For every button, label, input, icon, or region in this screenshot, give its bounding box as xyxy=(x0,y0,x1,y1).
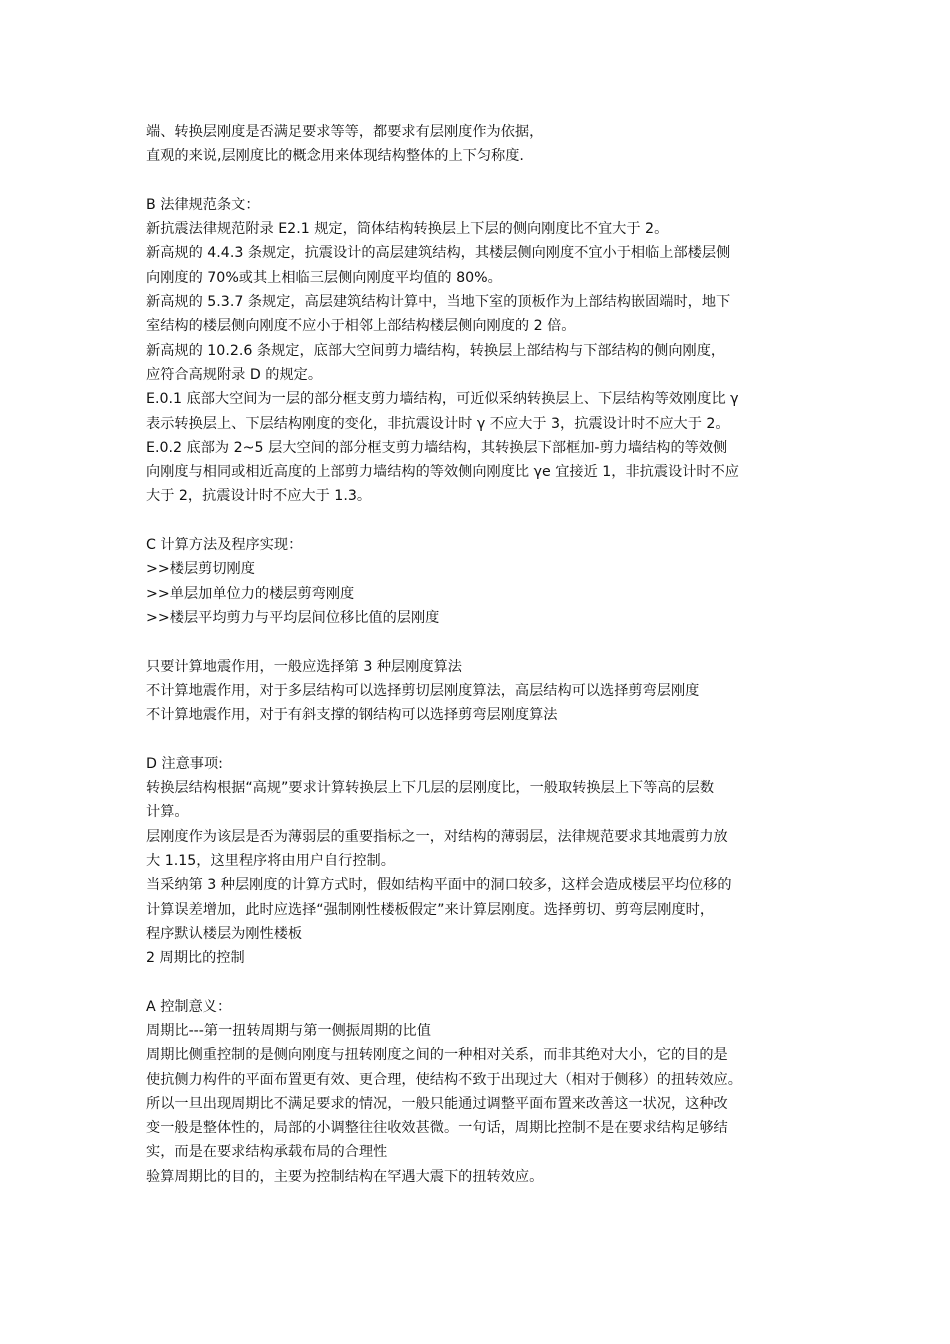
text-line: 转换层结构根据“高规”要求计算转换层上下几层的层刚度比，一般取转换层上下等高的层数 xyxy=(146,780,715,797)
text-line: B 法律规范条文： xyxy=(146,196,260,213)
blank-line xyxy=(146,970,830,994)
text-line: 直观的来说,层刚度比的概念用来体现结构整体的上下匀称度. xyxy=(146,148,524,165)
text-line: 大 1.15，这里程序将由用户自行控制。 xyxy=(146,852,395,869)
text-line: 程序默认楼层为刚性楼板 xyxy=(146,925,303,942)
text-line: D 注意事项: xyxy=(146,755,223,772)
text-line: >>单层加单位力的楼层剪弯刚度 xyxy=(146,585,355,602)
text-line: A 控制意义： xyxy=(146,998,232,1015)
text-line: 验算周期比的目的，主要为控制结构在罕遇大震下的扭转效应。 xyxy=(146,1168,544,1185)
text-line: 2 周期比的控制 xyxy=(146,950,245,967)
text-line: >>楼层剪切刚度 xyxy=(146,561,255,578)
text-line: 向刚度的 70%或其上相临三层侧向刚度平均值的 80%。 xyxy=(146,269,502,286)
blank-line xyxy=(146,509,830,533)
text-line: 周期比---第一扭转周期与第一侧振周期的比值 xyxy=(146,1022,431,1039)
text-line: 新高规的 10.2.6 条规定，底部大空间剪力墙结构，转换层上部结构与下部结构的侧向刚度， xyxy=(146,342,726,359)
text-line: 端、转换层刚度是否满足要求等等，都要求有层刚度作为依据， xyxy=(146,124,544,140)
text-line: 实，而是在要求结构承载布局的合理性 xyxy=(146,1144,388,1161)
text-line: 层刚度作为该层是否为薄弱层的重要指标之一，对结构的薄弱层，法律规范要求其地震剪力放 xyxy=(146,828,728,845)
text-line: E.0.2 底部为 2~5 层大空间的部分框支剪力墙结构，其转换层下部框加-剪力墙结构的等效侧 xyxy=(146,439,728,456)
text-line: 不计算地震作用，对于有斜支撑的钢结构可以选择剪弯层刚度算法 xyxy=(146,707,558,724)
text-line: 不计算地震作用，对于多层结构可以选择剪切层刚度算法，高层结构可以选择剪弯层刚度 xyxy=(146,682,700,699)
text-line: 大于 2，抗震设计时不应大于 1.3。 xyxy=(146,488,372,505)
text-line: 变一般是整体性的，局部的小调整往往收效甚微。一句话，周期比控制不是在要求结构足够结 xyxy=(146,1120,728,1137)
text-line: 应符合高规附录 D 的规定。 xyxy=(146,366,323,383)
text-line: 计算。 xyxy=(146,804,189,821)
text-line: 表示转换层上、下层结构刚度的变化，非抗震设计时 γ 不应大于 3，抗震设计时不应大于 2。 xyxy=(146,415,730,432)
text-line: 当采纳第 3 种层刚度的计算方式时，假如结构平面中的洞口较多，这样会造成楼层平均位移的 xyxy=(146,877,732,894)
text-line: C 计算方法及程序实现： xyxy=(146,537,303,554)
text-line: 使抗侧力构件的平面布置更有效、更合理，使结构不致于出现过大（相对于侧移）的扭转效应。 xyxy=(146,1071,742,1088)
text-line: E.0.1 底部大空间为一层的部分框支剪力墙结构，可近似采纳转换层上、下层结构等效刚度比 γ xyxy=(146,391,739,408)
blank-line xyxy=(146,630,830,654)
text-line: 计算误差增加，此时应选择“强制刚性楼板假定”来计算层刚度。选择剪切、剪弯层刚度时， xyxy=(146,901,715,918)
blank-line xyxy=(146,727,830,751)
text-line: 新抗震法律规范附录 E2.1 规定，筒体结构转换层上下层的侧向刚度比不宜大于 2。 xyxy=(146,221,669,238)
text-line: >>楼层平均剪力与平均层间位移比值的层刚度 xyxy=(146,609,440,626)
text-line: 新高规的 4.4.3 条规定，抗震设计的高层建筑结构，其楼层侧向刚度不宜小于相临上部楼层侧 xyxy=(146,245,731,262)
blank-line xyxy=(146,169,830,193)
text-line: 新高规的 5.3.7 条规定，高层建筑结构计算中，当地下室的顶板作为上部结构嵌固端时，地下 xyxy=(146,294,731,311)
text-line: 所以一旦出现周期比不满足要求的情况，一般只能通过调整平面布置来改善这一状况，这种改 xyxy=(146,1095,728,1112)
text-line: 向刚度与相同或相近高度的上部剪力墙结构的等效侧向刚度比 γe 宜接近 1，非抗震设计时不应 xyxy=(146,464,739,481)
text-line: 室结构的楼层侧向刚度不应小于相邻上部结构楼层侧向刚度的 2 倍。 xyxy=(146,318,576,335)
text-line: 只要计算地震作用，一般应选择第 3 种层刚度算法 xyxy=(146,658,462,675)
text-line: 周期比侧重控制的是侧向刚度与扭转刚度之间的一种相对关系，而非其绝对大小，它的目的是 xyxy=(146,1047,728,1064)
